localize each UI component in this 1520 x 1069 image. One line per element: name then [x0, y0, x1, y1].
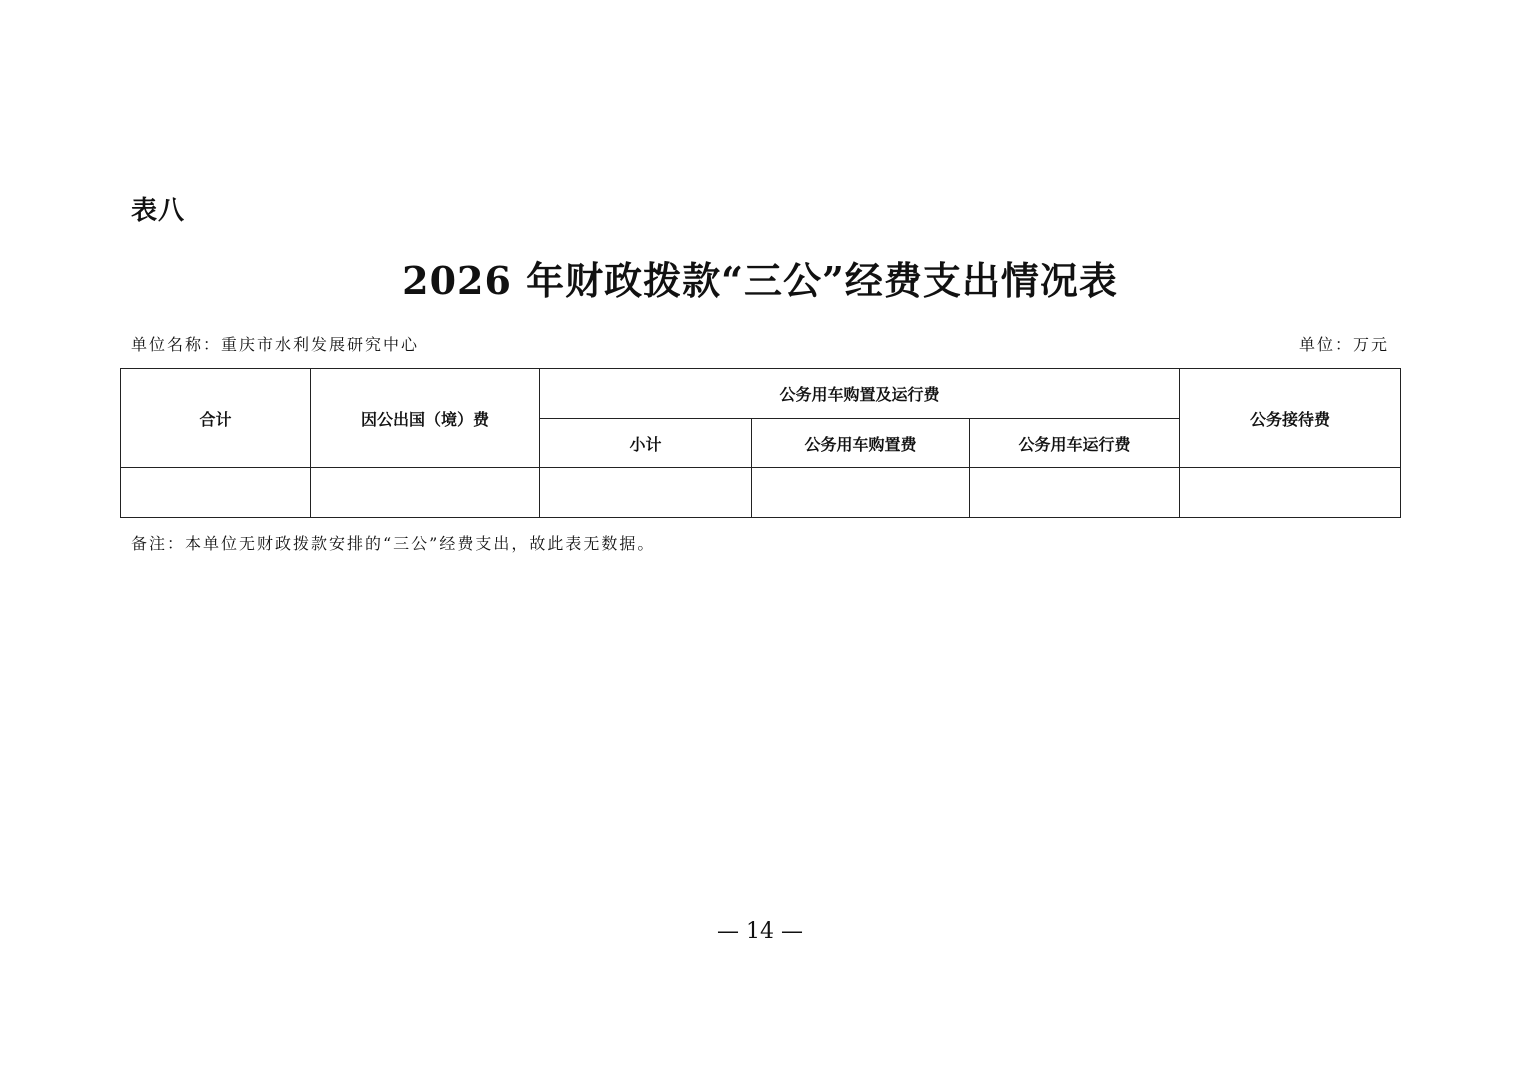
table-row: [121, 468, 1401, 518]
header-total: 合计: [121, 369, 311, 468]
page-number: — 14 —: [717, 919, 803, 944]
header-vehicle-operation: 公务用车运行费: [970, 419, 1180, 468]
header-reception: 公务接待费: [1180, 369, 1401, 468]
header-overseas: 因公出国（境）费: [311, 369, 540, 468]
expense-table: [120, 368, 1401, 518]
document-title: 2026 年财政拨款“三公”经费支出情况表: [402, 258, 1118, 303]
cell-overseas: [311, 468, 540, 518]
table-header-row: [121, 369, 1401, 419]
cell-total: [121, 468, 311, 518]
currency-unit: 单位：万元: [1298, 335, 1389, 354]
cell-reception: [1180, 468, 1401, 518]
header-vehicle-group: 公务用车购置及运行费: [540, 369, 1180, 419]
unit-name: 单位名称：重庆市水利发展研究中心: [131, 335, 420, 354]
cell-subtotal: [540, 468, 752, 518]
header-vehicle-purchase: 公务用车购置费: [752, 419, 970, 468]
table-label: 表八: [131, 196, 186, 226]
remark-note: 备注：本单位无财政拨款安排的“三公”经费支出，故此表无数据。: [131, 534, 656, 553]
cell-vehicle-operation: [970, 468, 1180, 518]
header-subtotal: 小计: [540, 419, 752, 468]
cell-vehicle-purchase: [752, 468, 970, 518]
